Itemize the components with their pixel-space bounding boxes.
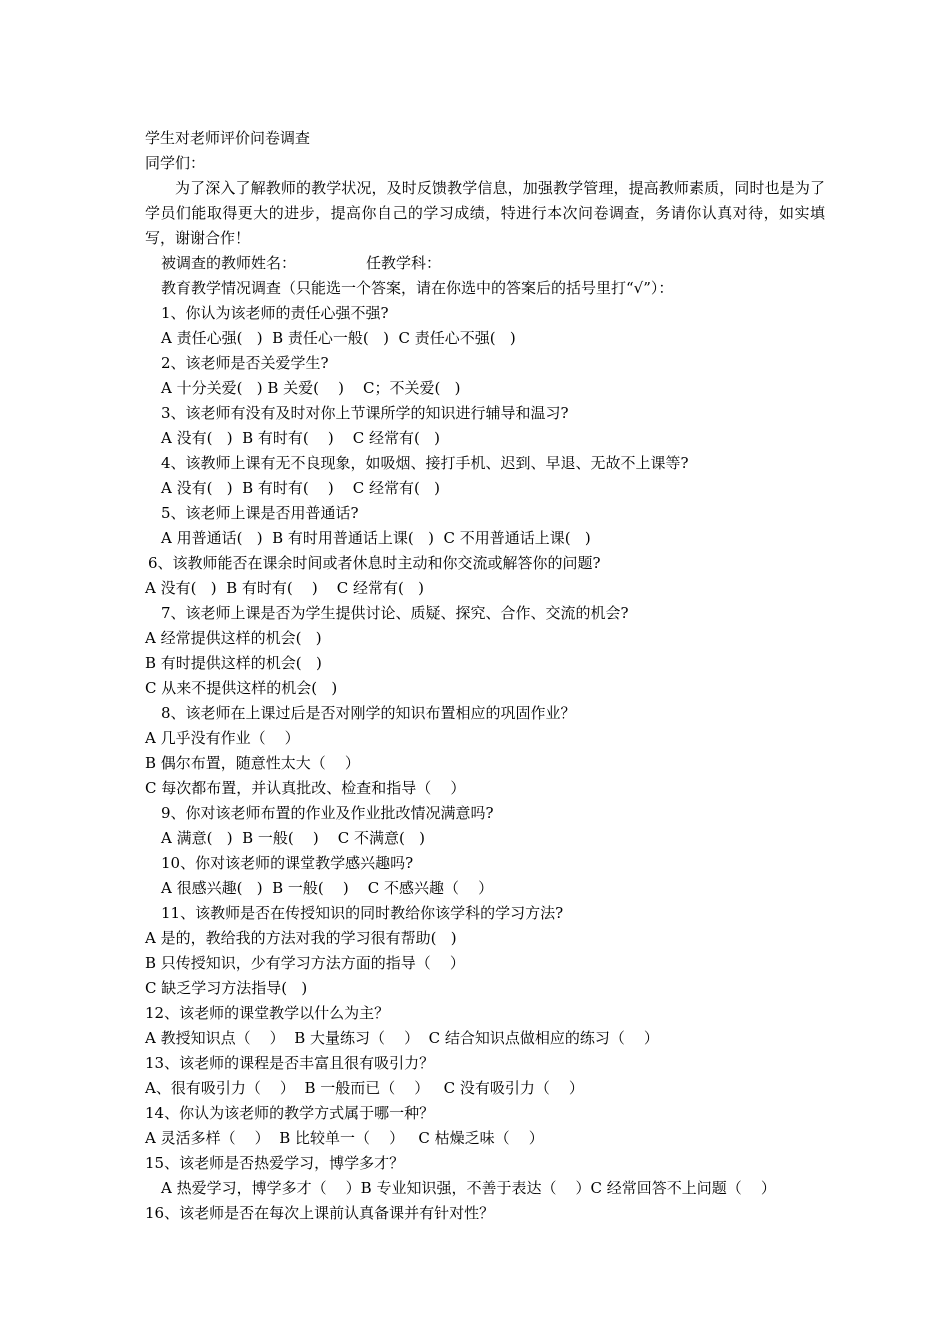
options-5: A 用普通话( ) B 有时用普通话上课( ) C 不用普通话上课( ) bbox=[161, 529, 591, 547]
options-9: A 满意( ) B 一般( ) C 不满意( ) bbox=[161, 829, 426, 847]
option-7a: A 经常提供这样的机会( ) bbox=[145, 629, 322, 647]
question-15: 15、该老师是否热爱学习，博学多才？ bbox=[145, 1154, 405, 1172]
options-14: A 灵活多样（ ） B 比较单一（ ） C 枯燥乏味（ ） bbox=[145, 1129, 544, 1147]
option-11b: B 只传授知识，少有学习方法方面的指导（ ） bbox=[145, 954, 465, 972]
options-4: A 没有( ) B 有时有( ) C 经常有( ) bbox=[161, 479, 441, 497]
options-12: A 教授知识点（ ） B 大量练习（ ） C 结合知识点做相应的练习（ ） bbox=[145, 1029, 659, 1047]
question-5: 5、该老师上课是否用普通话? bbox=[161, 504, 359, 522]
question-10: 10、你对该老师的课堂教学感兴趣吗? bbox=[161, 854, 414, 872]
option-11a: A 是的，教给我的方法对我的学习很有帮助( ) bbox=[145, 929, 457, 947]
option-7b: B 有时提供这样的机会( ) bbox=[145, 654, 322, 672]
option-8b: B 偶尔布置，随意性太大（ ） bbox=[145, 754, 360, 772]
greeting: 同学们： bbox=[145, 154, 206, 172]
question-7: 7、该老师上课是否为学生提供讨论、质疑、探究、合作、交流的机会? bbox=[161, 604, 629, 622]
options-3: A 没有( ) B 有时有( ) C 经常有( ) bbox=[161, 429, 441, 447]
subject-label: 任教学科： bbox=[366, 254, 442, 272]
question-6: 6、该教师能否在课余时间或者休息时主动和你交流或解答你的问题? bbox=[148, 554, 601, 572]
question-13: 13、该老师的课程是否丰富且很有吸引力？ bbox=[145, 1054, 435, 1072]
question-3: 3、该老师有没有及时对你上节课所学的知识进行辅导和温习? bbox=[161, 404, 569, 422]
question-4: 4、该教师上课有无不良现象，如吸烟、接打手机、迟到、早退、无故不上课等? bbox=[161, 454, 689, 472]
options-15: A 热爱学习，博学多才（ ）B 专业知识强，不善于表达（ ）C 经常回答不上问题（ ） bbox=[161, 1179, 776, 1197]
options-6: A 没有( ) B 有时有( ) C 经常有( ) bbox=[145, 579, 425, 597]
option-11c: C 缺乏学习方法指导( ) bbox=[145, 979, 308, 997]
document-title: 学生对老师评价问卷调查 bbox=[145, 129, 311, 147]
option-7c: C 从来不提供这样的机会( ) bbox=[145, 679, 338, 697]
questionnaire-page bbox=[145, 126, 825, 1226]
question-16: 16、该老师是否在每次上课前认真备课并有针对性？ bbox=[145, 1204, 495, 1222]
question-12: 12、该老师的课堂教学以什么为主？ bbox=[145, 1004, 390, 1022]
options-1: A 责任心强( ) B 责任心一般( ) C 责任心不强( ) bbox=[161, 329, 516, 347]
question-2: 2、该老师是否关爱学生? bbox=[161, 354, 329, 372]
question-9: 9、你对该老师布置的作业及作业批改情况满意吗? bbox=[161, 804, 494, 822]
options-10: A 很感兴趣( ) B 一般( ) C 不感兴趣（ ） bbox=[161, 879, 494, 897]
options-13: A、很有吸引力（ ） B 一般而已（ ） C 没有吸引力（ ） bbox=[145, 1079, 584, 1097]
teacher-name-label: 被调查的教师姓名： bbox=[161, 254, 297, 272]
survey-instruction: 教育教学情况调查（只能选一个答案，请在你选中的答案后的括号里打“√”）： bbox=[161, 279, 674, 297]
question-11: 11、该教师是否在传授知识的同时教给你该学科的学习方法? bbox=[161, 904, 564, 922]
option-8c: C 每次都布置，并认真批改、检查和指导（ ） bbox=[145, 779, 466, 797]
option-8a: A 几乎没有作业（ ） bbox=[145, 729, 300, 747]
question-8: 8、该老师在上课过后是否对刚学的知识布置相应的巩固作业？ bbox=[161, 704, 576, 722]
options-2: A 十分关爱( ) B 关爱( ) C；不关爱( ) bbox=[161, 379, 461, 397]
teacher-info-line bbox=[145, 251, 825, 276]
intro-paragraph: 为了深入了解教师的教学状况，及时反馈教学信息，加强教学管理，提高教师素质，同时也是为了学员们能取得更大的进步，提高你自己的学习成绩，特进行本次问卷调查，务请你认真对待，如实填写，谢谢合作！ bbox=[145, 179, 825, 247]
question-1: 1、你认为该老师的责任心强不强? bbox=[161, 304, 389, 322]
question-14: 14、你认为该老师的教学方式属于哪一种？ bbox=[145, 1104, 435, 1122]
